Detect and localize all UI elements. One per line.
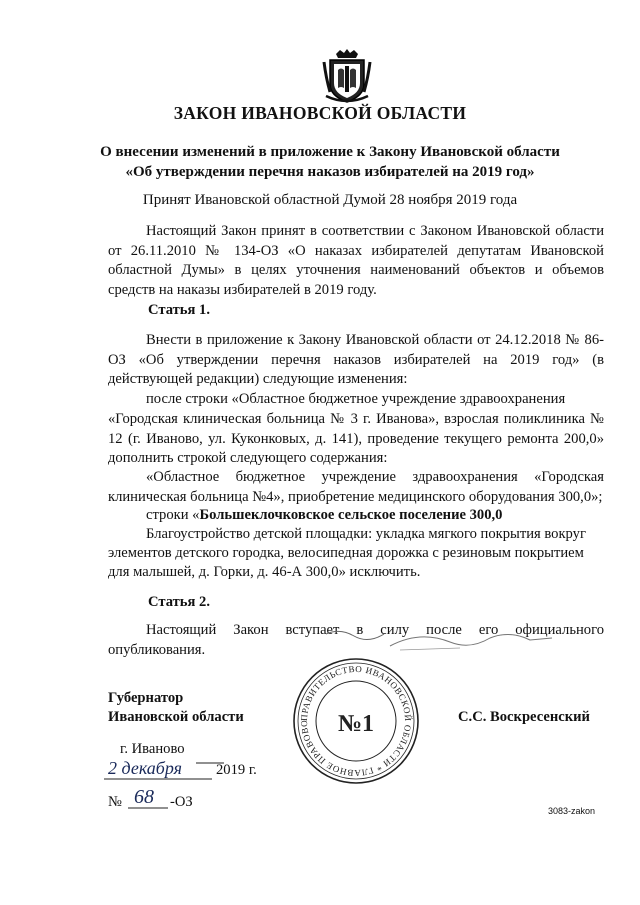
number-suffix: -ОЗ <box>170 794 193 810</box>
item-2-prefix: строки « <box>146 507 200 523</box>
seal-number: №1 <box>337 711 375 737</box>
item-1-start: после строки «Областное бюджетное учреждение здравоохранения <box>146 391 566 407</box>
governor-position-line-1: Губернатор <box>108 690 184 706</box>
item-2-line-2: Благоустройство детской площадки: укладка мягкого покрытия вокруг <box>146 526 586 542</box>
date-handwritten: 2 декабря <box>108 758 182 778</box>
article-2-heading: Статья 2. <box>148 594 210 610</box>
number-prefix: № <box>108 794 122 810</box>
law-title: ЗАКОН ИВАНОВСКОЙ ОБЛАСТИ <box>173 103 467 123</box>
item-2-line-4: для малышей, д. Горки, д. 46-А 300,0» исключить. <box>108 564 421 580</box>
item-1-quote: «Областное бюджетное учреждение здравоохранения «Городская клиническая больница №4», приобретение медицинского оборудования 300,0»; <box>108 469 604 505</box>
governor-position-line-2: Ивановской области <box>108 709 244 725</box>
item-2-bold-settlement: Большеклочковское сельское поселение 300,0 <box>199 507 503 523</box>
year: 2019 г. <box>216 762 257 778</box>
official-seal <box>290 655 422 787</box>
coat-of-arms-icon <box>322 48 372 106</box>
seal-ring-text: ПРАВИТЕЛЬСТВО ИВАНОВСКОЙ ОБЛАСТИ * ГЛАВНОЕ ПРАВОВО <box>298 663 414 779</box>
article-1-intro: Внести в приложение к Закону Ивановской области от 24.12.2018 № 86-ОЗ «Об утверждении перечня наказов избирателей на 2019 год» (в действующей редакции) следующие изменения: <box>108 332 604 387</box>
item-2-line-3: элементов детского городка, велосипедная дорожка с резиновым покрытием <box>108 545 584 561</box>
item-1-rest: «Городская клиническая больница № 3 г. Иванова», взрослая поликлиника № 12 (г. Иваново, ул. Куконковых, д. 141), проведение текущего ремонта 200,0» дополнить строкой следующего содержания: <box>108 411 604 466</box>
number-handwritten-line <box>128 784 168 812</box>
date-handwritten-line <box>104 758 214 784</box>
city: г. Иваново <box>120 741 185 757</box>
governor-name: С.С. Воскресенский <box>458 709 590 725</box>
preamble-paragraph: Настоящий Закон принят в соответствии с Законом Ивановской области от 26.11.2010 № 134-ОЗ «О наказах избирателей депутатам Ивановской областной Думы» в целях уточнения наименований объектов и объемов средств на наказы избирателей в 2019 году. <box>108 223 604 298</box>
number-handwritten: 68 <box>134 786 154 808</box>
signature-scribble <box>320 624 560 658</box>
file-code: 3083-zakon <box>548 806 596 816</box>
city-underline <box>196 752 224 756</box>
article-2-text: Настоящий Закон вступает в силу после его официального опубликования. <box>108 622 604 658</box>
subtitle-line-1: О внесении изменений в приложение к Закону Ивановской области <box>100 144 560 160</box>
item-2-first-line <box>146 506 502 526</box>
article-1-heading: Статья 1. <box>148 302 210 318</box>
adoption-date: Принят Ивановской областной Думой 28 ноября 2019 года <box>142 192 518 208</box>
subtitle-line-2: «Об утверждении перечня наказов избирателей на 2019 год» <box>125 164 535 180</box>
